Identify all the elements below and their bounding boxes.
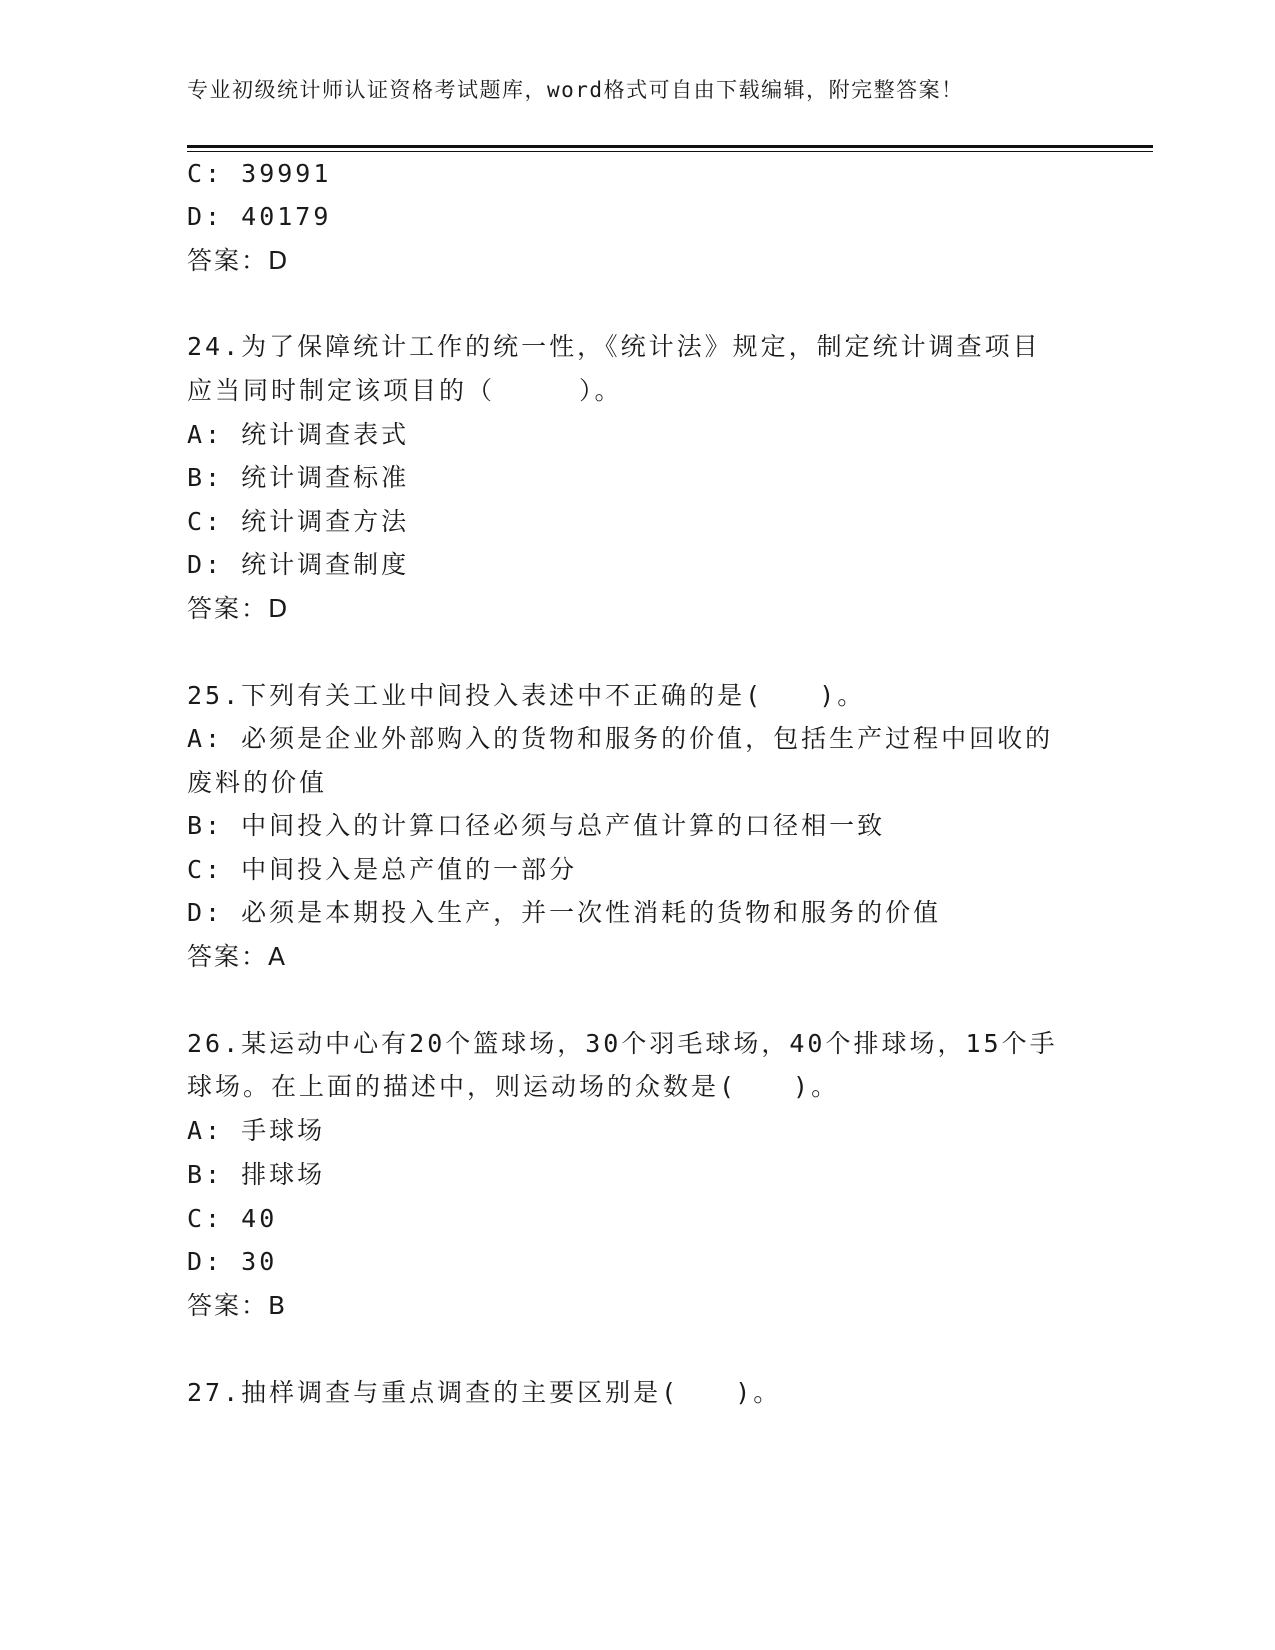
q24-option-b: B: 统计调查标准 (187, 463, 410, 492)
prev-option-c: C: 39991 (187, 159, 332, 188)
q24-stem-line-1: 24.为了保障统计工作的统一性，《统计法》规定，制定统计调查项目 (187, 332, 1041, 361)
prev-answer: 答案：D (187, 246, 290, 275)
q25-option-d: D: 必须是本期投入生产，并一次性消耗的货物和服务的价值 (187, 898, 942, 927)
header-rule-thick (187, 145, 1153, 148)
q25-option-b: B: 中间投入的计算口径必须与总产值计算的口径相一致 (187, 811, 886, 840)
q24-option-c: C: 统计调查方法 (187, 507, 410, 536)
q25-stem-line-1: 25.下列有关工业中间投入表述中不正确的是( )。 (187, 681, 866, 710)
q26-stem-line-1: 26.某运动中心有20个篮球场，30个羽毛球场，40个排球场，15个手 (187, 1029, 1058, 1058)
q24-stem-line-2: 应当同时制定该项目的（ ）。 (187, 376, 623, 405)
q25-option-a: A: 必须是企业外部购入的货物和服务的价值，包括生产过程中回收的 (187, 724, 1054, 753)
q25-option-c: C: 中间投入是总产值的一部分 (187, 855, 578, 884)
q27-stem-line-1: 27.抽样调查与重点调查的主要区别是( )。 (187, 1378, 782, 1407)
q24-answer: 答案：D (187, 594, 290, 623)
q26-option-b: B: 排球场 (187, 1160, 326, 1189)
page-header: 专业初级统计师认证资格考试题库，word格式可自由下载编辑，附完整答案！ (187, 78, 964, 102)
q24-option-a: A: 统计调查表式 (187, 420, 410, 449)
q26-option-c: C: 40 (187, 1204, 278, 1233)
q26-option-a: A: 手球场 (187, 1116, 326, 1145)
q26-answer: 答案：B (187, 1291, 288, 1320)
q24-option-d: D: 统计调查制度 (187, 550, 410, 579)
q26-option-d: D: 30 (187, 1247, 278, 1276)
q25-answer: 答案：A (187, 942, 288, 971)
header-rule-thin (187, 151, 1153, 152)
prev-option-d: D: 40179 (187, 202, 332, 231)
q26-stem-line-2: 球场。在上面的描述中，则运动场的众数是( )。 (187, 1072, 840, 1101)
q25-option-a-cont: 废料的价值 (187, 768, 328, 797)
